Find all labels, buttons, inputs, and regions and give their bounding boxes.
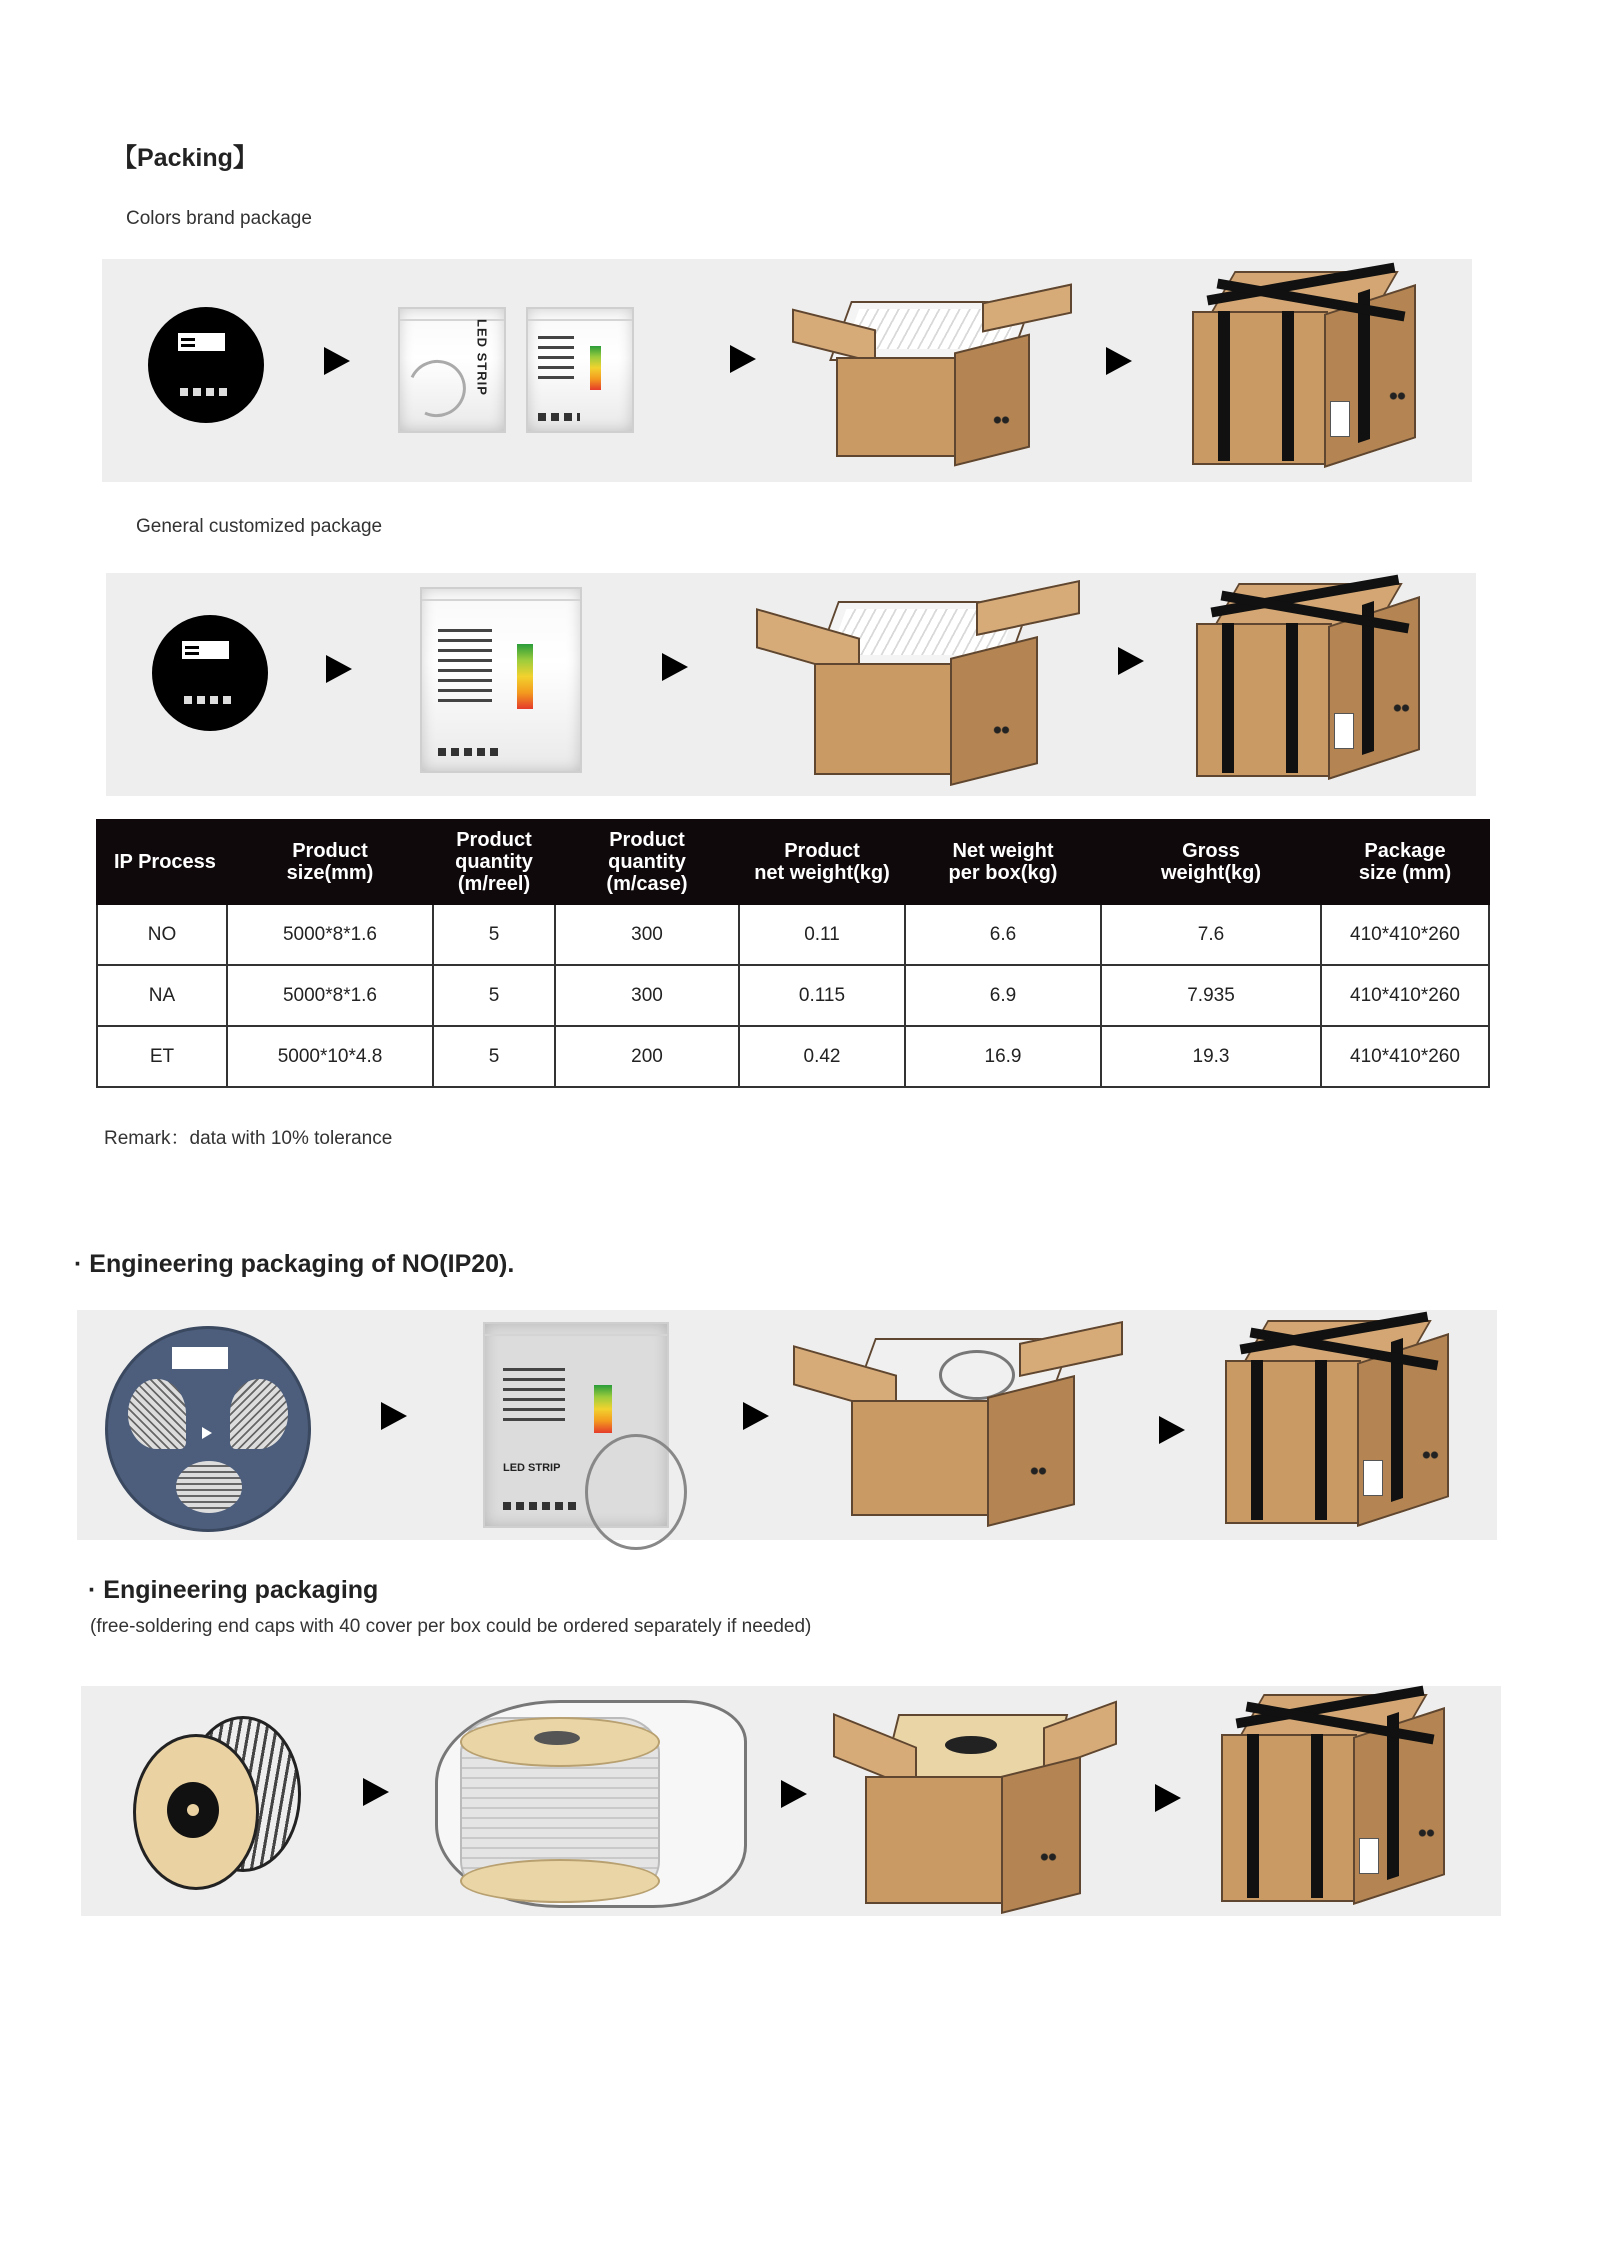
arrow-right-icon xyxy=(1118,647,1144,675)
table-cell: 300 xyxy=(555,965,739,1026)
arrow-right-icon xyxy=(363,1778,389,1806)
table-row xyxy=(97,904,1489,965)
bag-image: LED STRIP xyxy=(483,1322,669,1528)
table-cell: 0.115 xyxy=(739,965,905,1026)
header-ip-process: IP Process xyxy=(97,820,227,904)
table-cell: NA xyxy=(97,965,227,1026)
table-cell: 16.9 xyxy=(905,1026,1101,1087)
header-product-size: Product size(mm) xyxy=(227,820,433,904)
eng-no-band xyxy=(77,1310,1497,1540)
table-cell: 0.42 xyxy=(739,1026,905,1087)
arrow-right-icon xyxy=(1106,347,1132,375)
table-cell: 410*410*260 xyxy=(1321,904,1489,965)
table-cell: 5000*8*1.6 xyxy=(227,965,433,1026)
table-cell: 6.9 xyxy=(905,965,1101,1026)
spool-image xyxy=(133,1716,301,1884)
table-cell: 5 xyxy=(433,904,555,965)
eng-heading: · Engineering packaging xyxy=(88,1576,379,1604)
table-cell: 0.11 xyxy=(739,904,905,965)
bag-back-image xyxy=(526,307,634,433)
arrow-right-icon xyxy=(662,653,688,681)
arrow-right-icon xyxy=(324,347,350,375)
open-carton-image xyxy=(756,583,1096,791)
header-qty-case: Product quantity (m/case) xyxy=(555,820,739,904)
colors-package-label: Colors brand package xyxy=(126,208,312,229)
reel-image xyxy=(152,615,268,731)
arrow-right-icon xyxy=(1155,1784,1181,1812)
general-package-band xyxy=(106,573,1476,796)
table-cell: 19.3 xyxy=(1101,1026,1321,1087)
table-header-row xyxy=(97,820,1489,904)
arrow-right-icon xyxy=(743,1402,769,1430)
open-carton-image xyxy=(792,287,1092,465)
eng-note: (free-soldering end caps with 40 cover per box could be ordered separately if needed) xyxy=(90,1616,812,1637)
arrow-right-icon xyxy=(381,1402,407,1430)
sealed-carton-image xyxy=(1196,583,1436,783)
eng-band xyxy=(81,1686,1501,1916)
table-cell: 5 xyxy=(433,1026,555,1087)
table-cell: 7.935 xyxy=(1101,965,1321,1026)
open-carton-image xyxy=(825,1700,1125,1910)
header-qty-reel: Product quantity (m/reel) xyxy=(433,820,555,904)
table-cell: 5 xyxy=(433,965,555,1026)
arrow-right-icon xyxy=(326,655,352,683)
spec-table xyxy=(96,819,1490,1088)
arrow-right-icon xyxy=(730,345,756,373)
reel-image xyxy=(148,307,264,423)
arrow-right-icon xyxy=(781,1780,807,1808)
table-cell: 7.6 xyxy=(1101,904,1321,965)
sealed-carton-image xyxy=(1221,1694,1461,1908)
remark-text: Remark：data with 10% tolerance xyxy=(104,1128,393,1149)
header-net-weight-box: Net weight per box(kg) xyxy=(905,820,1101,904)
header-gross-weight: Gross weight(kg) xyxy=(1101,820,1321,904)
blue-reel-image xyxy=(105,1326,311,1532)
table-cell: 410*410*260 xyxy=(1321,1026,1489,1087)
table-cell: 300 xyxy=(555,904,739,965)
table-cell: 6.6 xyxy=(905,904,1101,965)
wrapped-spool-image xyxy=(435,1700,747,1908)
colors-package-band xyxy=(102,259,1472,482)
page-title: 【Packing】 xyxy=(112,144,258,172)
table-cell: 5000*10*4.8 xyxy=(227,1026,433,1087)
header-net-weight: Product net weight(kg) xyxy=(739,820,905,904)
general-package-label: General customized package xyxy=(136,516,383,537)
table-row xyxy=(97,1026,1489,1087)
table-cell: 410*410*260 xyxy=(1321,965,1489,1026)
arrow-right-icon xyxy=(1159,1416,1185,1444)
sealed-carton-image xyxy=(1192,271,1432,471)
table-cell: 200 xyxy=(555,1026,739,1087)
bag-image xyxy=(420,587,582,773)
eng-no-heading: · Engineering packaging of NO(IP20). xyxy=(74,1250,515,1278)
header-package-size: Package size (mm) xyxy=(1321,820,1489,904)
table-cell: NO xyxy=(97,904,227,965)
sealed-carton-image xyxy=(1225,1320,1465,1530)
table-cell: ET xyxy=(97,1026,227,1087)
open-carton-image xyxy=(793,1324,1133,1528)
table-cell: 5000*8*1.6 xyxy=(227,904,433,965)
bag-image: LED STRIP xyxy=(398,307,506,433)
table-row xyxy=(97,965,1489,1026)
